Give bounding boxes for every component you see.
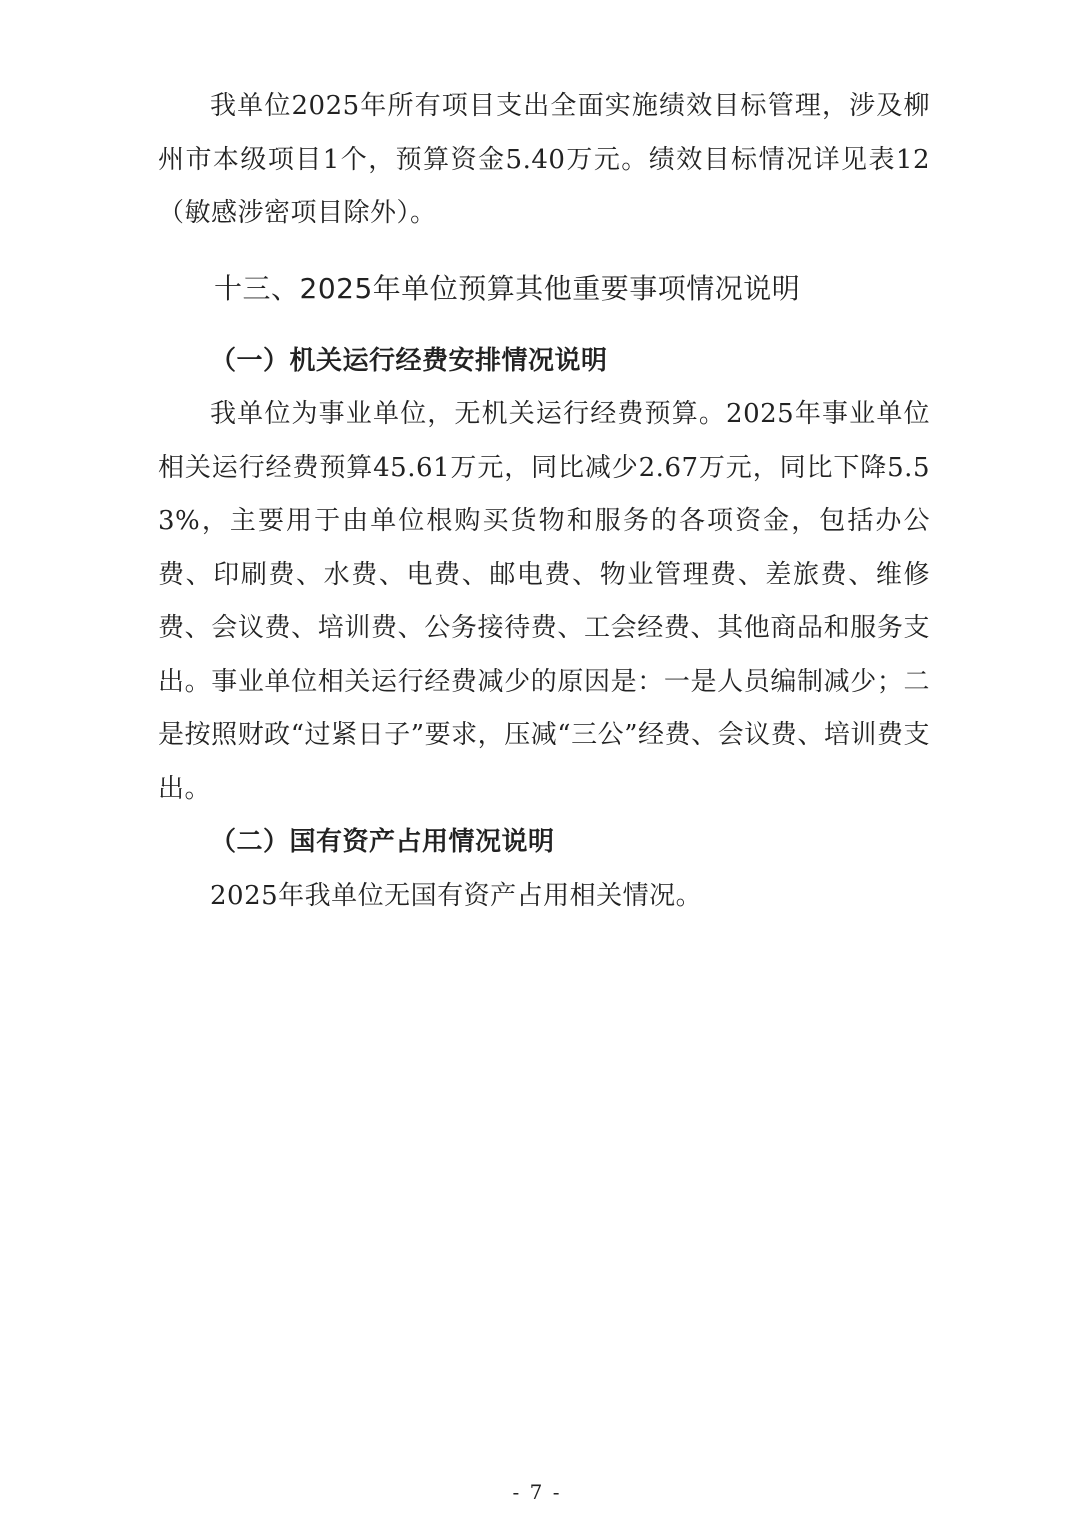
document-body bbox=[158, 80, 930, 923]
page-number: - 7 - bbox=[512, 1480, 562, 1504]
paragraph-state-assets: 2025年我单位无国有资产占用相关情况。 bbox=[210, 880, 703, 911]
section-13-heading: 十三、2025年单位预算其他重要事项情况说明 bbox=[214, 271, 801, 305]
paragraph-performance-targets: 我单位2025年所有项目支出全面实施绩效目标管理，涉及柳州市本级项目1个，预算资金5.40万元。绩效目标情况详见表12（敏感涉密项目除外）。 bbox=[158, 91, 930, 228]
subsection-2-heading: （二）国有资产占用情况说明 bbox=[210, 827, 555, 857]
subsection-1-heading: （一）机关运行经费安排情况说明 bbox=[210, 345, 608, 376]
paragraph-operating-expenses: 我单位为事业单位，无机关运行经费预算。2025年事业单位相关运行经费预算45.61万元，同比减少2.67万元，同比下降5.53%，主要用于由单位根购买货物和服务的各项资金，包括办公费、印刷费、水费、电费、邮电费、物业管理费、差旅费、维修费、会议费、培训费、公务接待费、工会经费、其他商品和服务支出。事业单位相关运行经费减少的原因是：一是人员编制减少；二是按照财政“过紧日子”要求，压减“三公”经费、会议费、培训费支出。 bbox=[158, 399, 930, 804]
